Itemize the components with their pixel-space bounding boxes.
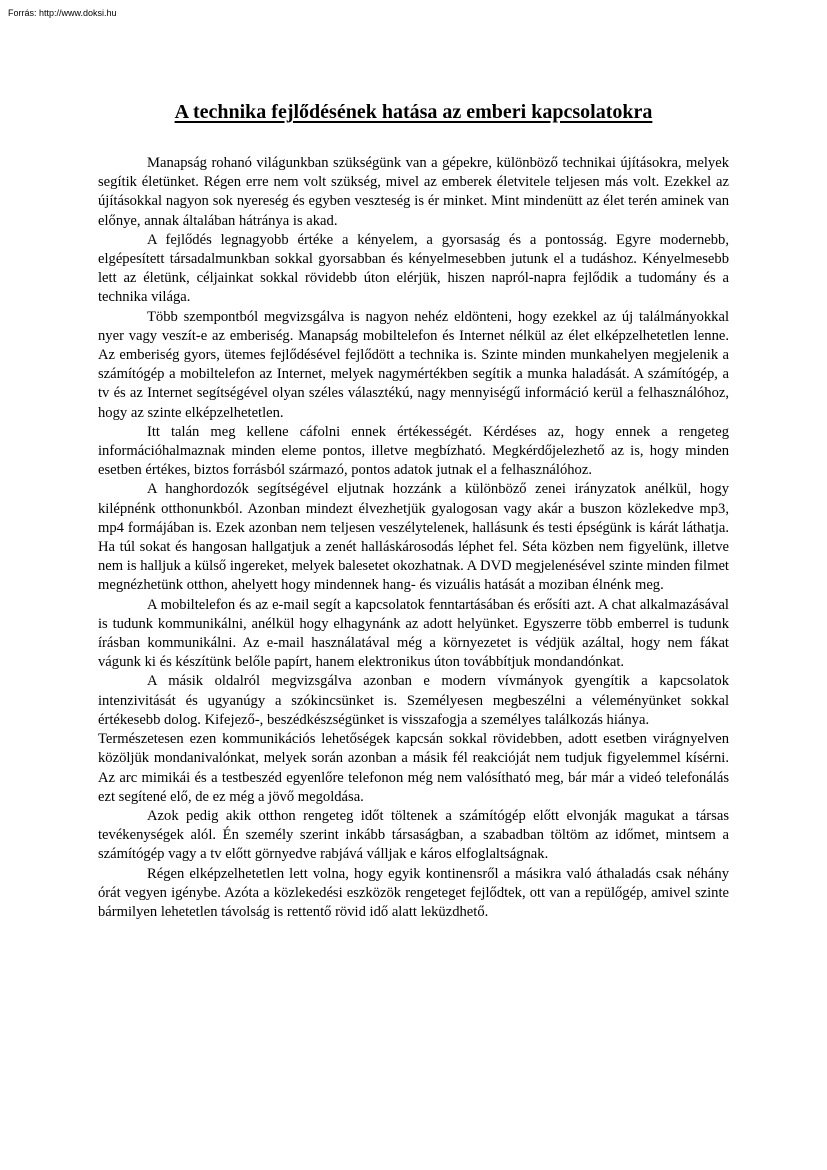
paragraph: A mobiltelefon és az e-mail segít a kapcsolatok fenntartásában és erősíti azt. A chat alkalmazásával is tudunk kommunikálni, anélkül hogy elhagynánk az adott helyünket. Egyszerre több emberrel is tudunk írásban kommunikálni. Az e-mail használatával még a környezetet is védjük azáltal, hogy nem fákat vágunk ki és készítünk belőle papírt, hanem elektronikus úton továbbítjuk mondandónkat. [98, 596, 729, 671]
paragraph: Azok pedig akik otthon rengeteg időt töltenek a számítógép előtt elvonják magukat a társas tevékenységek alól. Én személy szerint inkább társaságban, a szabadban töltöm az időmet, mintsem a számítógép vagy a tv előtt görnyedve rabjává válljak e káros elfoglaltságnak. [98, 807, 729, 863]
paragraph: Manapság rohanó világunkban szükségünk van a gépekre, különböző technikai újításokra, melyek segítik életünket. Régen erre nem volt szükség, mivel az emberek életvitele teljesen más volt. Ezekkel az újításokkal nagyon sok nyereség és egyben veszteség is ér minket. Mint mindenütt az élet terén aminek van előnye, annak általában hátránya is akad. [98, 155, 729, 229]
page-title: A technika fejlődésének hatása az emberi kapcsolatokra [174, 101, 653, 123]
document-body [98, 154, 729, 922]
paragraph: Természetesen ezen kommunikációs lehetőségek kapcsán sokkal rövidebben, adott esetben virágnyelven közöljük mondanivalónkat, melyek során azonban a másik fél reakcióját nem tudjuk figyelemmel kísérni. Az arc mimikái és a testbeszéd egyenlőre telefonon még nem valósítható meg, bár már a videó telefonálás ezt segítené elő, de ez még a jövő megoldása. [98, 731, 729, 805]
paragraph: Több szempontból megvizsgálva is nagyon nehéz eldönteni, hogy ezekkel az új találmányokkal nyer vagy veszít-e az emberiség. Manapság mobiltelefon és Internet nélkül az élet elképzelhetetlen lenne. Az emberiség gyors, ütemes fejlődésével fejlődött a technika is. Szinte minden munkahelyen megjelenik a számítógép a mobiltelefon az Internet, melyek nagymértékben segítik a munka haladását. A számítógép, a tv és az Internet segítségével olyan széles választékú, nagy mennyiségű információ kerül a felhasználóhoz, hogy az szinte elképzelhetetlen. [98, 308, 729, 421]
paragraph: A másik oldalról megvizsgálva azonban e modern vívmányok gyengítik a kapcsolatok intenzivitását és ugyanúgy a szókincsünket is. Személyesen megbeszélni a véleményünket sokkal értékesebb dolog. Kifejező-, beszédkészségünket is visszafogja a személyes találkozás hiánya. [98, 673, 729, 728]
paragraph: A fejlődés legnagyobb értéke a kényelem, a gyorsaság és a pontosság. Egyre modernebb, elgépesített társadalmunkban sokkal gyorsabban és kényelmesebben jutunk el a tudáshoz. Kényelmesebb lett az életünk, céljainkat sokkal rövidebb úton elérjük, hiszen napról-napra fejlődik a tudomány és a technika világa. [98, 231, 729, 306]
paragraph: A hanghordozók segítségével eljutnak hozzánk a különböző zenei irányzatok anélkül, hogy kilépnénk otthonunkból. Azonban mindezt élvezhetjük gyalogosan vagy akár a buszon közlekedve mp3, mp4 formájában is. Ezek azonban nem teljesen veszélytelenek, hallásunk és testi épségünk is kárát láthatja. Ha túl sokat és hangosan hallgatjuk a zenét halláskárosodás léphet fel. Séta közben nem figyelünk, illetve nem is halljuk a külső ingereket, melyek balesetet okozhatnak. A DVD megjelenésével szinte minden filmet megnézhetünk otthon, ahelyett hogy mindennek hang- és vizuális hatását a moziban élnénk meg. [98, 481, 729, 594]
paragraph: Régen elképzelhetetlen lett volna, hogy egyik kontinensről a másikra való áthaladás csak néhány órát vegyen igénybe. Azóta a közlekedési eszközök rengeteget fejlődtek, ott van a repülőgép, amivel szinte bármilyen lehetetlen távolság is rettentő rövid idő alatt leküzdhető. [98, 865, 729, 920]
source-url: Forrás: http://www.doksi.hu [8, 8, 117, 18]
paragraph: Itt talán meg kellene cáfolni ennek értékességét. Kérdéses az, hogy ennek a rengeteg információhalmaznak minden eleme pontos, illetve megbízható. Megkérdőjelezhető az is, hogy minden esetben értékes, biztos forrásból származó, pontos adatok jutnak el a felhasználóhoz. [98, 423, 729, 479]
